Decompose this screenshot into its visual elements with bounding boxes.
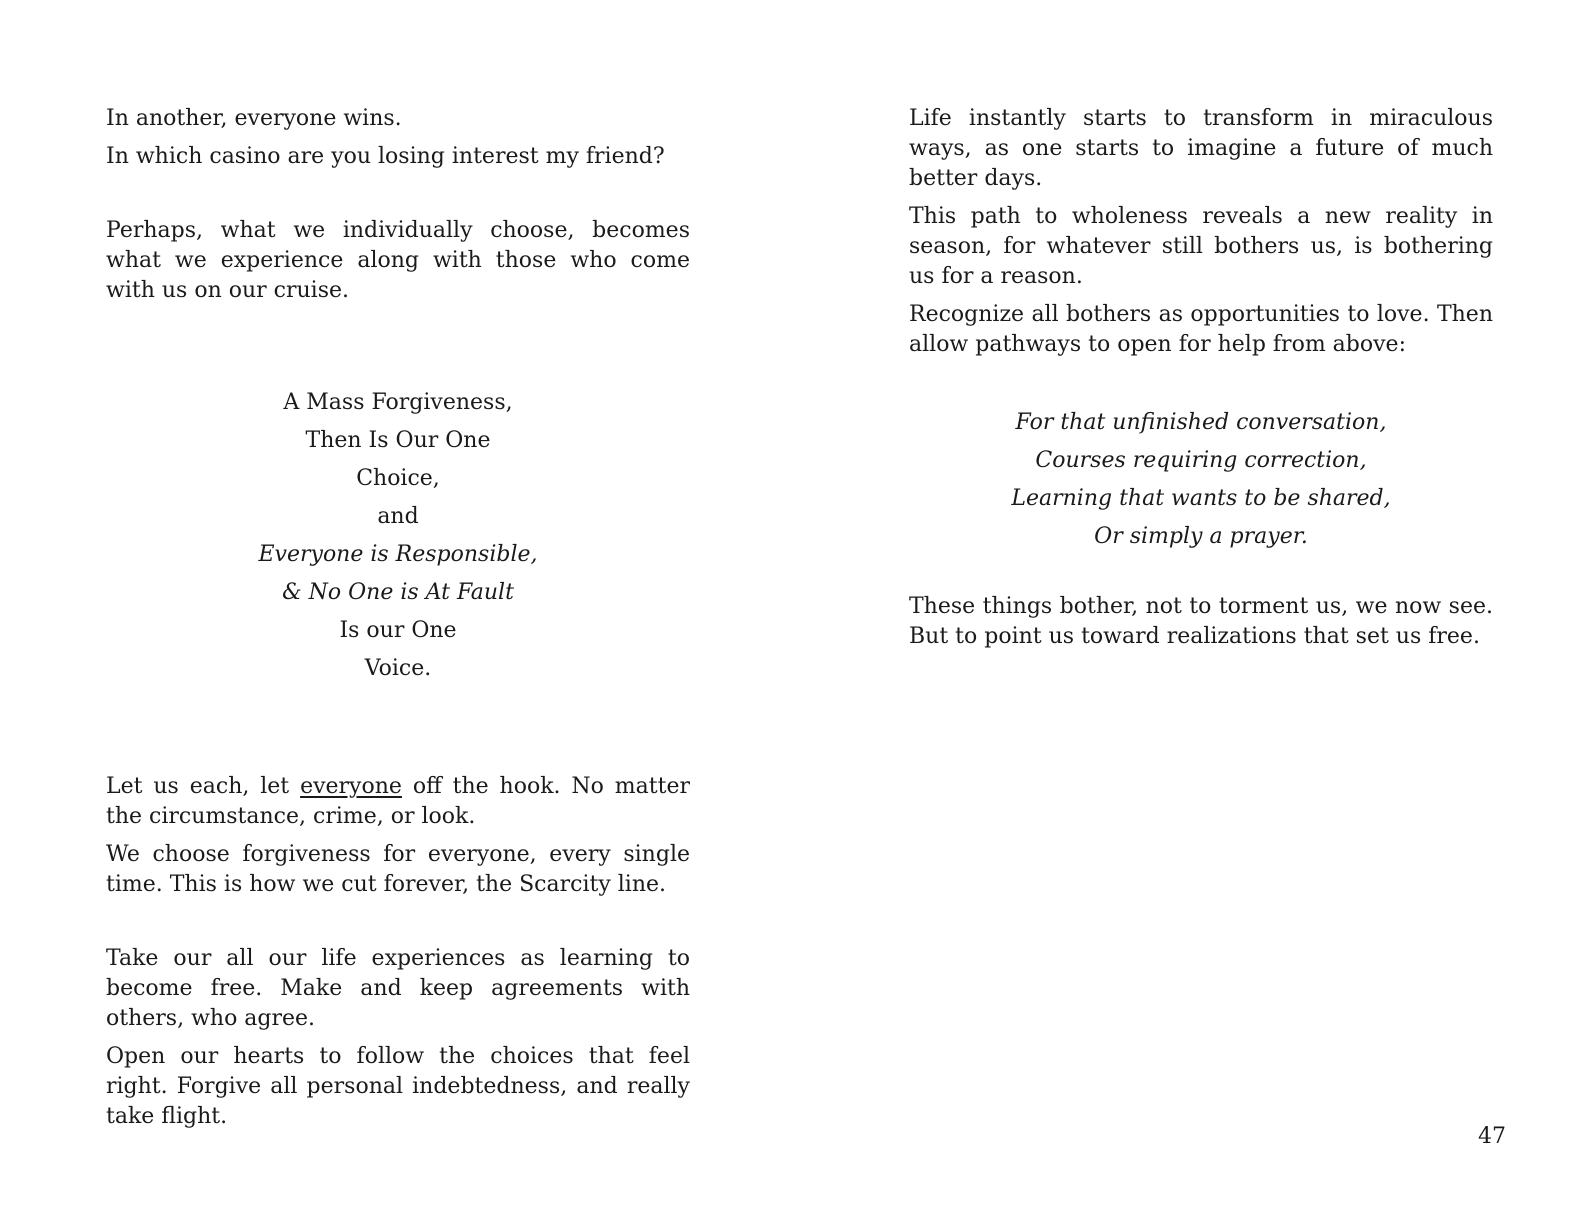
verse-block <box>106 384 690 688</box>
paragraph: We choose forgiveness for everyone, every single time. This is how we cut forever, the Scarcity line. <box>106 842 690 897</box>
paragraph: Open our hearts to follow the choices that feel right. Forgive all personal indebtedness, and really take flight. <box>106 1044 690 1129</box>
paragraph: Perhaps, what we individually choose, becomes what we experience along with those who come with us on our cruise. <box>106 218 690 303</box>
text-run: Let us each, let <box>106 774 301 799</box>
verse-line: Voice. <box>364 656 432 681</box>
verse-line-italic: Learning that wants to be shared, <box>1011 486 1391 511</box>
verse-line-italic: Courses requiring correction, <box>1035 448 1367 473</box>
verse-line-italic: For that unfinished conversation, <box>1015 410 1387 435</box>
paragraph: This path to wholeness reveals a new reality in season, for whatever still bothers us, is bothering us for a reason. <box>909 204 1493 289</box>
spacer <box>106 688 690 772</box>
verse-line: Then Is Our One <box>305 428 491 453</box>
paragraph: Life instantly starts to transform in miraculous ways, as one starts to imagine a future of much better days. <box>909 106 1493 191</box>
paragraph <box>106 772 690 832</box>
page-number: 47 <box>1478 1124 1506 1149</box>
left-column <box>106 104 690 1140</box>
paragraph: Recognize all bothers as opportunities to love. Then allow pathways to open for help from above: <box>909 302 1493 357</box>
paragraph: Take our all our life experiences as learning to become free. Make and keep agreements with others, who agree. <box>106 946 690 1031</box>
underlined-word: everyone <box>300 774 402 799</box>
verse-line: and <box>377 504 419 529</box>
spacer <box>106 314 690 384</box>
spacer <box>909 556 1493 592</box>
verse-line-italic: Everyone is Responsible, <box>258 542 538 567</box>
paragraph: These things bother, not to torment us, we now see. But to point us toward realizations that set us free. <box>909 594 1493 649</box>
text-run: off the hook. No matter the circumstance, crime, or look. <box>106 774 691 829</box>
verse-line: A Mass Forgiveness, <box>283 390 513 415</box>
verse-line-italic: Or simply a prayer. <box>1094 524 1308 549</box>
spacer <box>106 180 690 216</box>
verse-line-italic: & No One is At Fault <box>282 580 514 605</box>
verse-line: Is our One <box>339 618 457 643</box>
spacer <box>909 368 1493 404</box>
verse-line: Choice, <box>356 466 440 491</box>
paragraph: In another, everyone wins. <box>106 106 402 131</box>
verse-block <box>909 404 1493 556</box>
paragraph: In which casino are you losing interest my friend? <box>106 144 665 169</box>
right-column <box>909 104 1493 660</box>
spacer <box>106 908 690 944</box>
